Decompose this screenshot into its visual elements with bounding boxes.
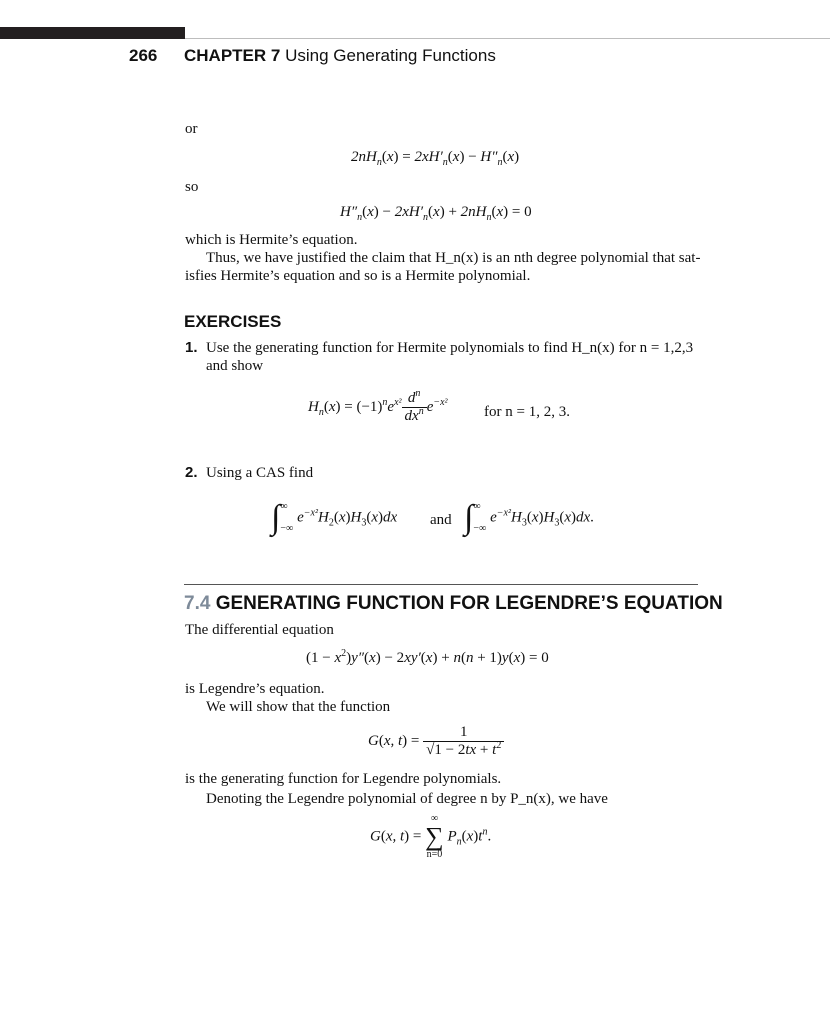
equation-2: $H''_n(x) - 2xH'_n(x) + 2nH_n(x) = 0$ [340, 204, 532, 223]
running-header [184, 46, 496, 66]
section-line-2: is Legendre’s equation. [185, 681, 325, 697]
exercise-1-line-2: and show [206, 358, 264, 374]
so-word: so [185, 179, 199, 195]
chapter-title: Using Generating Functions [285, 46, 496, 65]
exercises-heading: EXERCISES [184, 312, 282, 331]
header-bar [0, 27, 185, 39]
exercise-2-text: Using a CAS find [206, 465, 314, 481]
section-heading [184, 593, 723, 615]
or-word: or [185, 121, 198, 137]
exercise-2-and: and [430, 512, 452, 528]
para-line-2: isfies Hermite’s equation and so is a Hermite polynomial. [185, 268, 531, 284]
exercise-2-number: 2. [185, 464, 198, 481]
page-number: 266 [129, 46, 158, 65]
hermite-eq-text: which is Hermite’s equation. [185, 232, 358, 248]
integral-1: ∫∞ $-\infty e^{-x^2}H_2(x)H_3(x)dx$ [271, 499, 398, 536]
section-line-5: Denoting the Legendre polynomial of degree n by P_n(x), we have [206, 791, 608, 807]
header-rule [185, 38, 830, 39]
legendre-equation: $(1 - x^2)y''(x) - 2xy'(x) + n(n + 1)y(x) = 0$ [306, 648, 549, 666]
equation-1: $2nH_n(x) = 2xH'_n(x) - H''_n(x)$ [351, 149, 520, 168]
generating-function: G(x, t) = $\frac{1}{√1 - 2tx + t^2}$ [368, 724, 504, 759]
section-line-3: We will show that the function [206, 699, 391, 715]
section-line-4: is the generating function for Legendre polynomials. [185, 771, 502, 787]
rodrigues-formula: $H_n(x) = (-1)^ne^{x^2}$ $\frac{d^n}{dx^n}$ $e^{-x^2}$ [308, 388, 448, 424]
chapter-label: CHAPTER 7 [184, 46, 281, 65]
section-rule [184, 584, 698, 585]
section-line-1: The differential equation [185, 622, 334, 638]
exercise-1-line-1: Use the generating function for Hermite polynomials to find H_n(x) for n = 1,2,3 [206, 340, 694, 356]
section-number: 7.4 [184, 593, 211, 614]
exercise-1-number: 1. [185, 339, 198, 356]
exercise-1-condition: for n = 1, 2, 3. [484, 404, 570, 420]
section-title: GENERATING FUNCTION FOR LEGENDRE’S EQUATION [215, 593, 723, 614]
integral-2: ∫∞ $-\infty e^{-x^2}H_3(x)H_3(x)dx$. [464, 499, 594, 536]
series-expansion: G(x, t) = ∞ ∑ n=0 $P_n(x)t^n$. [370, 813, 492, 860]
para-line-1: Thus, we have justified the claim that H_n(x) is an nth degree polynomial that sat- [206, 250, 701, 266]
